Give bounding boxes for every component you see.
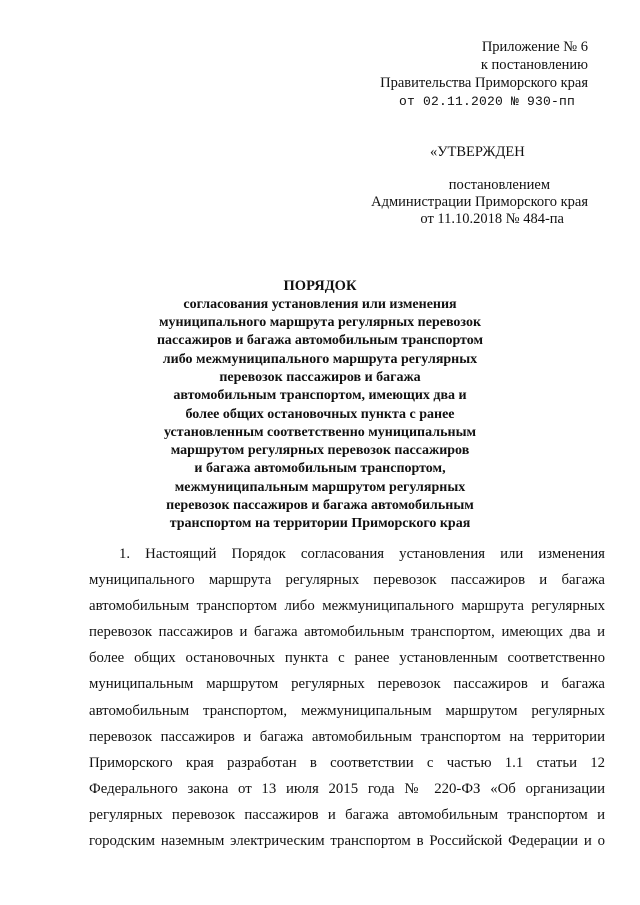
title-line: муниципального маршрута регулярных перевозок <box>158 315 482 331</box>
appendix-number: Приложение № 6 <box>481 39 588 55</box>
title-line: более общих остановочных пункта с ранее <box>185 406 455 422</box>
title-line: согласования установления или изменения <box>183 296 457 312</box>
approved-by-resolution-label: постановлением <box>448 177 550 193</box>
paragraph-line: Федерального закона от 13 июля 2015 года № 220-ФЗ «Об организации <box>89 780 605 797</box>
paragraph-line: регулярных перевозок пассажиров и багажа автомобильным транспортом и <box>89 806 605 823</box>
paragraph-line: 1. Настоящий Порядок согласования установления или изменения <box>119 546 605 562</box>
title-line: установленным соответственно муниципальным <box>163 424 477 440</box>
approved-label: «УТВЕРЖДЕН <box>430 144 525 160</box>
paragraph-line: перевозок пассажиров и багажа автомобильным транспортом на территории <box>89 728 605 745</box>
to-resolution-label: к постановлению <box>480 57 588 73</box>
title-line: маршрутом регулярных перевозок пассажиров <box>170 443 470 459</box>
paragraph-line: перевозок пассажиров и багажа автомобильным транспортом, имеющих два и <box>89 624 605 641</box>
resolution-date-stamp: от 02.11.2020 № 930-пп <box>398 94 575 109</box>
title-line: транспортом на территории Приморского края <box>169 516 471 532</box>
paragraph-line: муниципальным маршрутом регулярных перевозок пассажиров и багажа <box>89 676 605 693</box>
body-paragraph <box>89 541 605 854</box>
paragraph-line: муниципального маршрута регулярных перевозок пассажиров и багажа <box>89 572 605 589</box>
title-heading: ПОРЯДОК <box>283 278 357 294</box>
title-line: либо межмуниципального маршрута регулярных <box>162 351 478 367</box>
paragraph-line: Приморского края разработан в соответствии с частью 1.1 статьи 12 <box>89 754 605 771</box>
administration-label: Администрации Приморского края <box>371 194 588 210</box>
title-line: автомобильным транспортом, имеющих два и <box>173 388 467 404</box>
paragraph-line: городским наземным электрическим транспортом в Российской Федерации и о <box>89 833 605 850</box>
paragraph-line: автомобильным транспортом, межмуниципальным маршрутом регулярных <box>89 702 605 719</box>
paragraph-line: более общих остановочных пункта с ранее установленным соответственно <box>89 650 605 667</box>
approval-date-number: от 11.10.2018 № 484-па <box>420 211 564 227</box>
title-line: пассажиров и багажа автомобильным транспортом <box>156 333 484 349</box>
document-title <box>0 277 640 534</box>
title-line: перевозок пассажиров и багажа <box>219 369 421 385</box>
title-line: межмуниципальным маршрутом регулярных <box>174 479 466 495</box>
title-line: и багажа автомобильным транспортом, <box>194 461 446 477</box>
paragraph-line: автомобильным транспортом либо межмуниципального маршрута регулярных <box>89 598 605 615</box>
government-label: Правительства Приморского края <box>380 75 588 91</box>
title-line: перевозок пассажиров и багажа автомобильным <box>166 498 474 514</box>
